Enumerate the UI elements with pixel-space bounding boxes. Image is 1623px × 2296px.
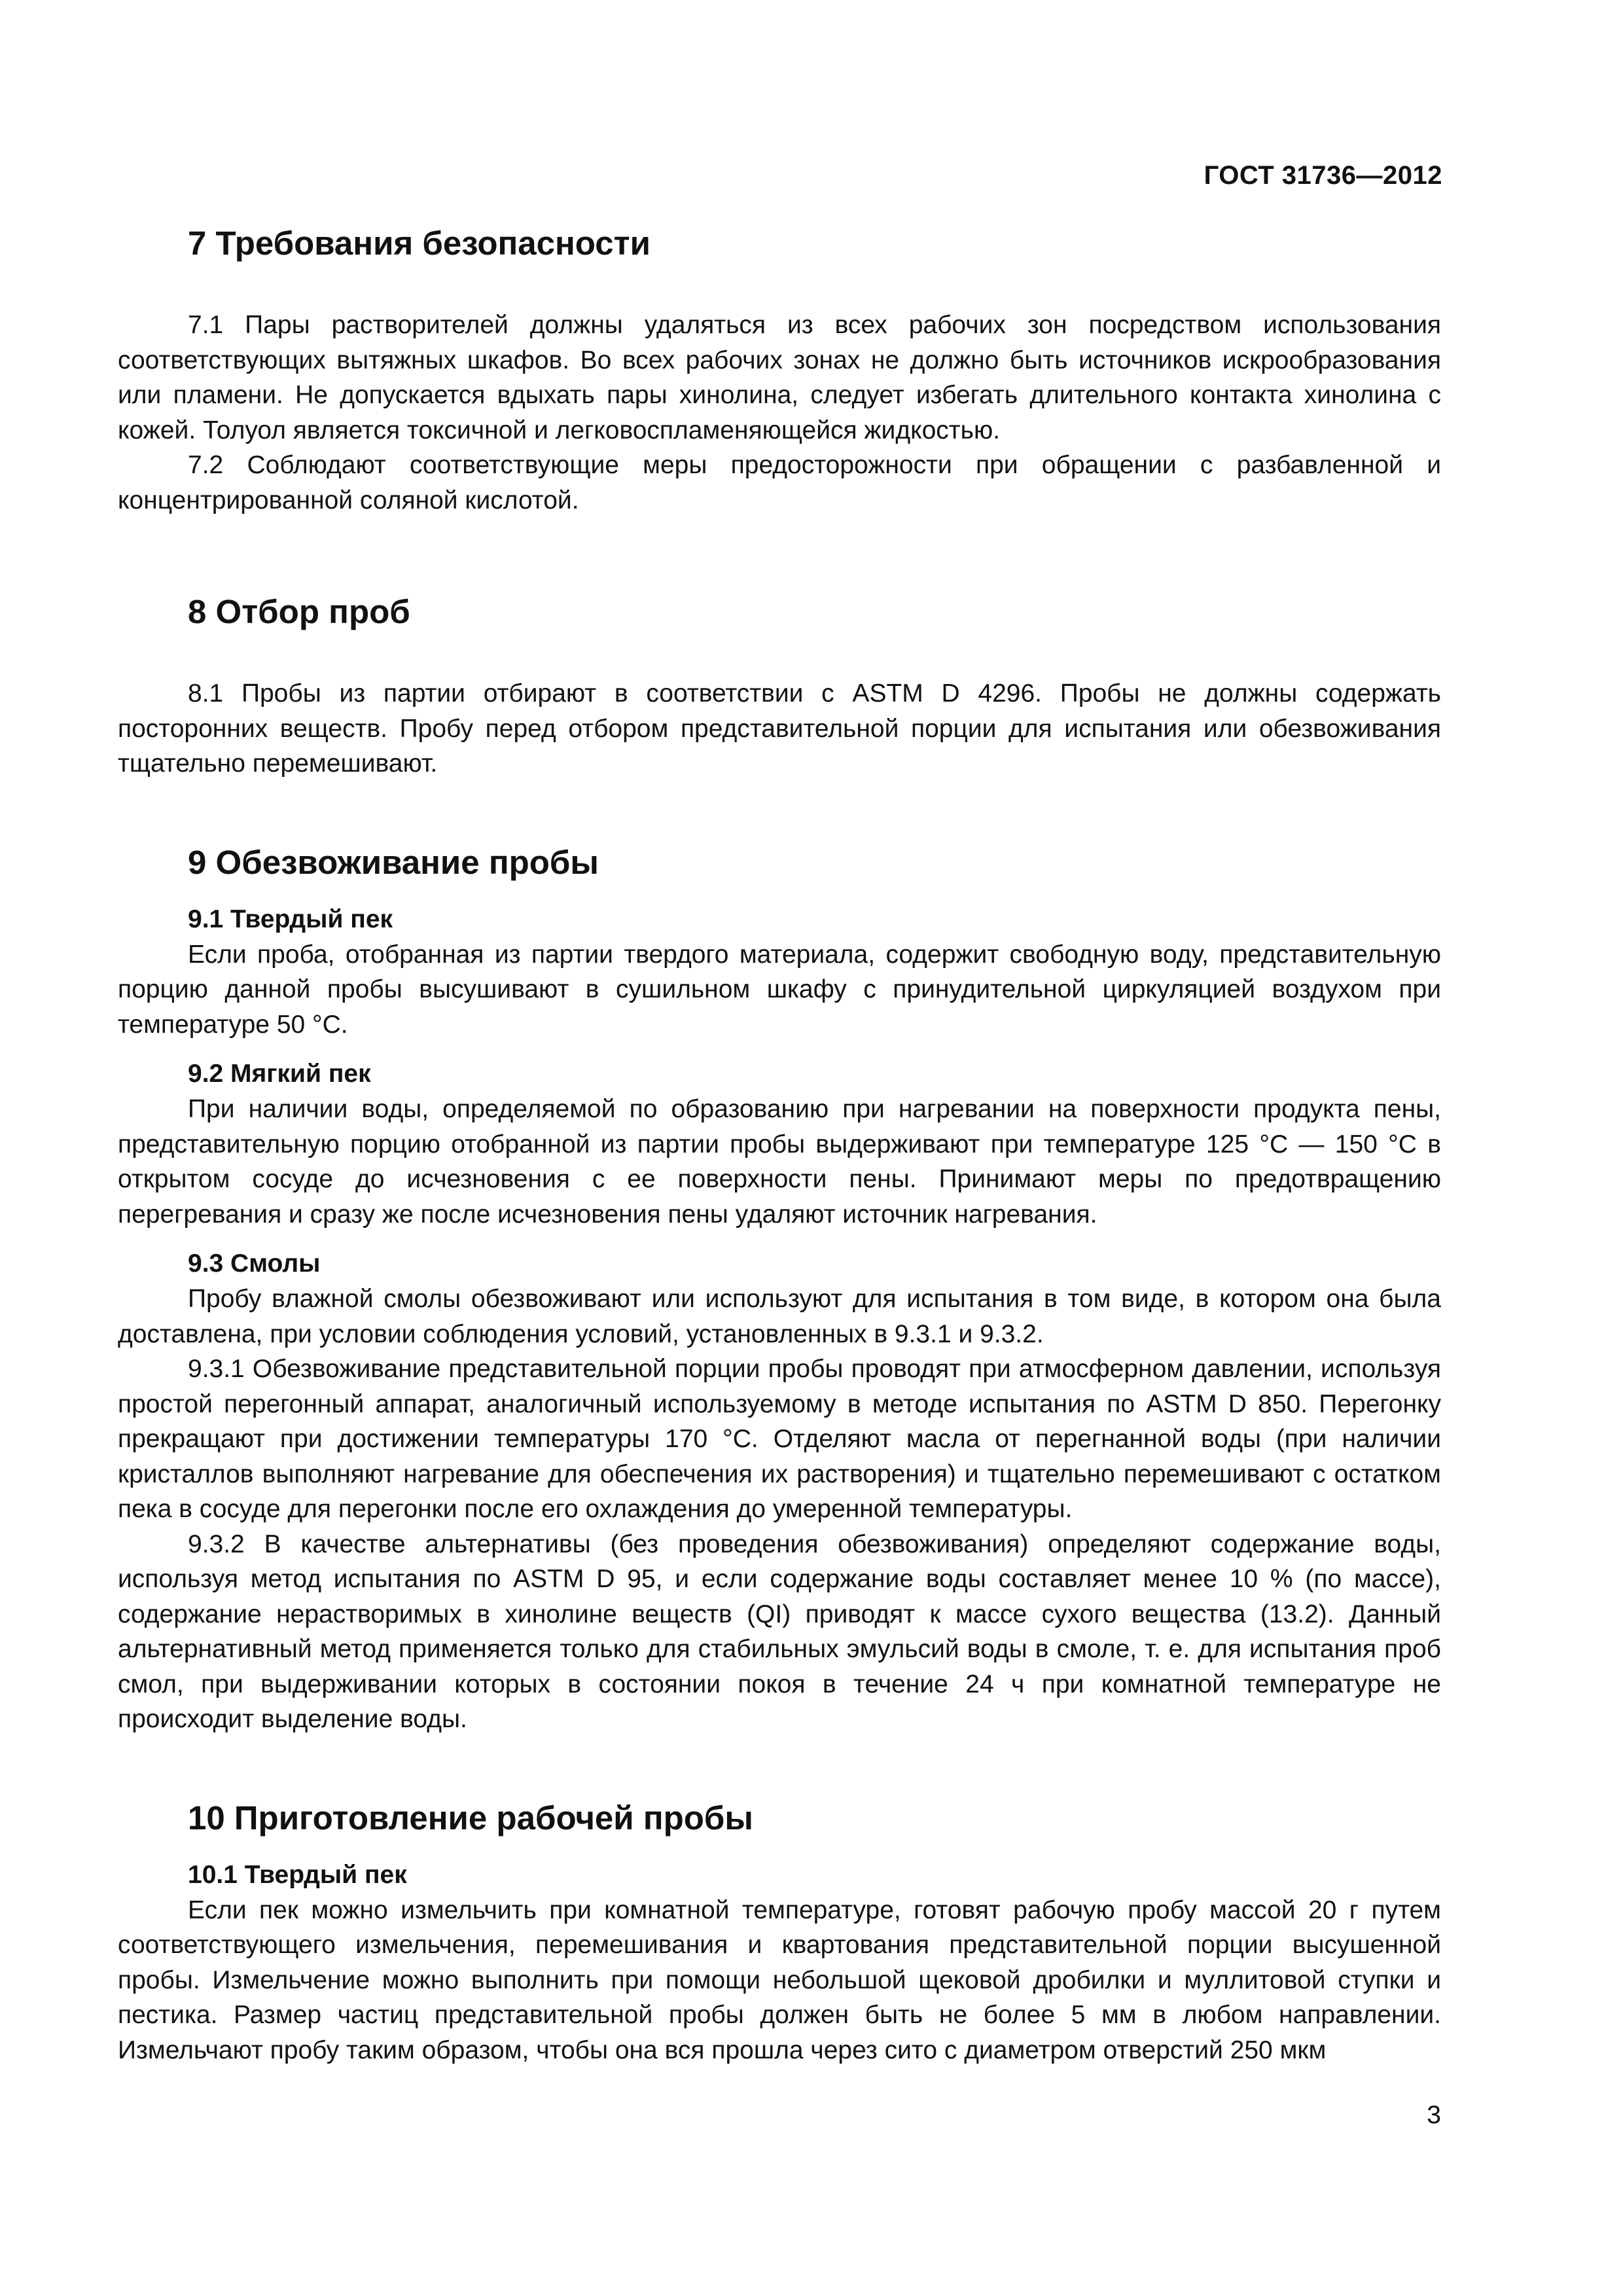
paragraph-9-1: Если проба, отобранная из партии твердого материала, содержит свободную воду, представительную порцию данной пробы высушивают в сушильном шкафу с принудительной циркуляцией воздухом при температуре 50 °С. (118, 940, 1441, 1039)
section-8 (118, 591, 1441, 781)
paragraph-9-3-1: 9.3.1 Обезвоживание представительной порции пробы проводят при атмосферном давлении, используя простой перегонный аппарат, аналогичный используемому в методе испытания по ASTM D 850. Перегонку прекращают при достижении температуры 170 °С. Отделяют масла от перегнанной воды (при наличии кристаллов выполняют нагревание для обеспечения их растворения) и тщательно перемешивают с остатком пека в сосуде для перегонки после его охлаждения до умеренной температуры. (118, 1355, 1441, 1523)
document-code: ГОСТ 31736—2012 (1204, 161, 1442, 190)
section-7 (118, 223, 1441, 518)
subsection-9-3-title: 9.3 Смолы (188, 1249, 321, 1278)
paragraph-8-1: 8.1 Пробы из партии отбирают в соответствии с ASTM D 4296. Пробы не должны содержать посторонних веществ. Пробу перед отбором представительной порции для испытания или обезвоживания тщательно перемешивают. (118, 679, 1441, 778)
paragraph-9-3-2: 9.3.2 В качестве альтернативы (без проведения обезвоживания) определяют содержание воды, используя метод испытания по ASTM D 95, и если содержание воды составляет менее 10 % (по массе), содержание нерастворимых в хинолине веществ (QI) приводят к массе сухого вещества (13.2). Данный альтернативный метод применяется только для стабильных эмульсий воды в смоле, т. е. для испытания проб смол, при выдерживании которых в состоянии покоя в течение 24 ч при комнатной температуре не происходит выделение воды. (118, 1530, 1441, 1733)
section-10-title: 10 Приготовление рабочей пробы (188, 1799, 753, 1837)
section-9 (118, 842, 1441, 1737)
section-7-title: 7 Требования безопасности (188, 224, 651, 262)
paragraph-7-2: 7.2 Соблюдают соответствующие меры предосторожности при обращении с разбавленной и концентрированной соляной кислотой. (118, 451, 1441, 514)
paragraph-9-2: При наличии воды, определяемой по образованию при нагревании на поверхности продукта пены, представительную порцию отобранной из партии пробы выдерживают при температуре 125 °С — 150 °С в открытом сосуде до исчезновения с ее поверхности пены. Принимают меры по предотвращению перегревания и сразу же после исчезновения пены удаляют источник нагревания. (118, 1095, 1441, 1229)
section-10 (118, 1797, 1441, 2068)
page-content (118, 223, 1441, 2068)
subsection-9-1-title: 9.1 Твердый пек (188, 905, 393, 933)
paragraph-9-3: Пробу влажной смолы обезвоживают или используют для испытания в том виде, в котором она была доставлена, при условии соблюдения условий, установленных в 9.3.1 и 9.3.2. (118, 1285, 1441, 1348)
page-number: 3 (1427, 2101, 1441, 2129)
paragraph-10-1: Если пек можно измельчить при комнатной температуре, готовят рабочую пробу массой 20 г путем соответствующего измельчения, перемешивания и квартования представительной порции высушенной пробы. Измельчение можно выполнить при помощи небольшой щековой дробилки и муллитовой ступки и пестика. Размер частиц представительной пробы должен быть не более 5 мм в любом направлении. Измельчают пробу таким образом, чтобы она вся прошла через сито с диаметром отверстий 250 мкм (118, 1895, 1441, 2064)
section-8-title: 8 Отбор проб (188, 593, 410, 630)
section-9-title: 9 Обезвоживание пробы (188, 843, 599, 881)
paragraph-7-1: 7.1 Пары растворителей должны удаляться из всех рабочих зон посредством использования соответствующих вытяжных шкафов. Во всех рабочих зонах не должно быть источников искрообразования или пламени. Не допускается вдыхать пары хинолина, следует избегать длительного контакта хинолина с кожей. Толуол является токсичной и легковоспламеняющейся жидкостью. (118, 311, 1441, 444)
subsection-10-1-title: 10.1 Твердый пек (188, 1860, 407, 1889)
subsection-9-2-title: 9.2 Мягкий пек (188, 1060, 371, 1088)
